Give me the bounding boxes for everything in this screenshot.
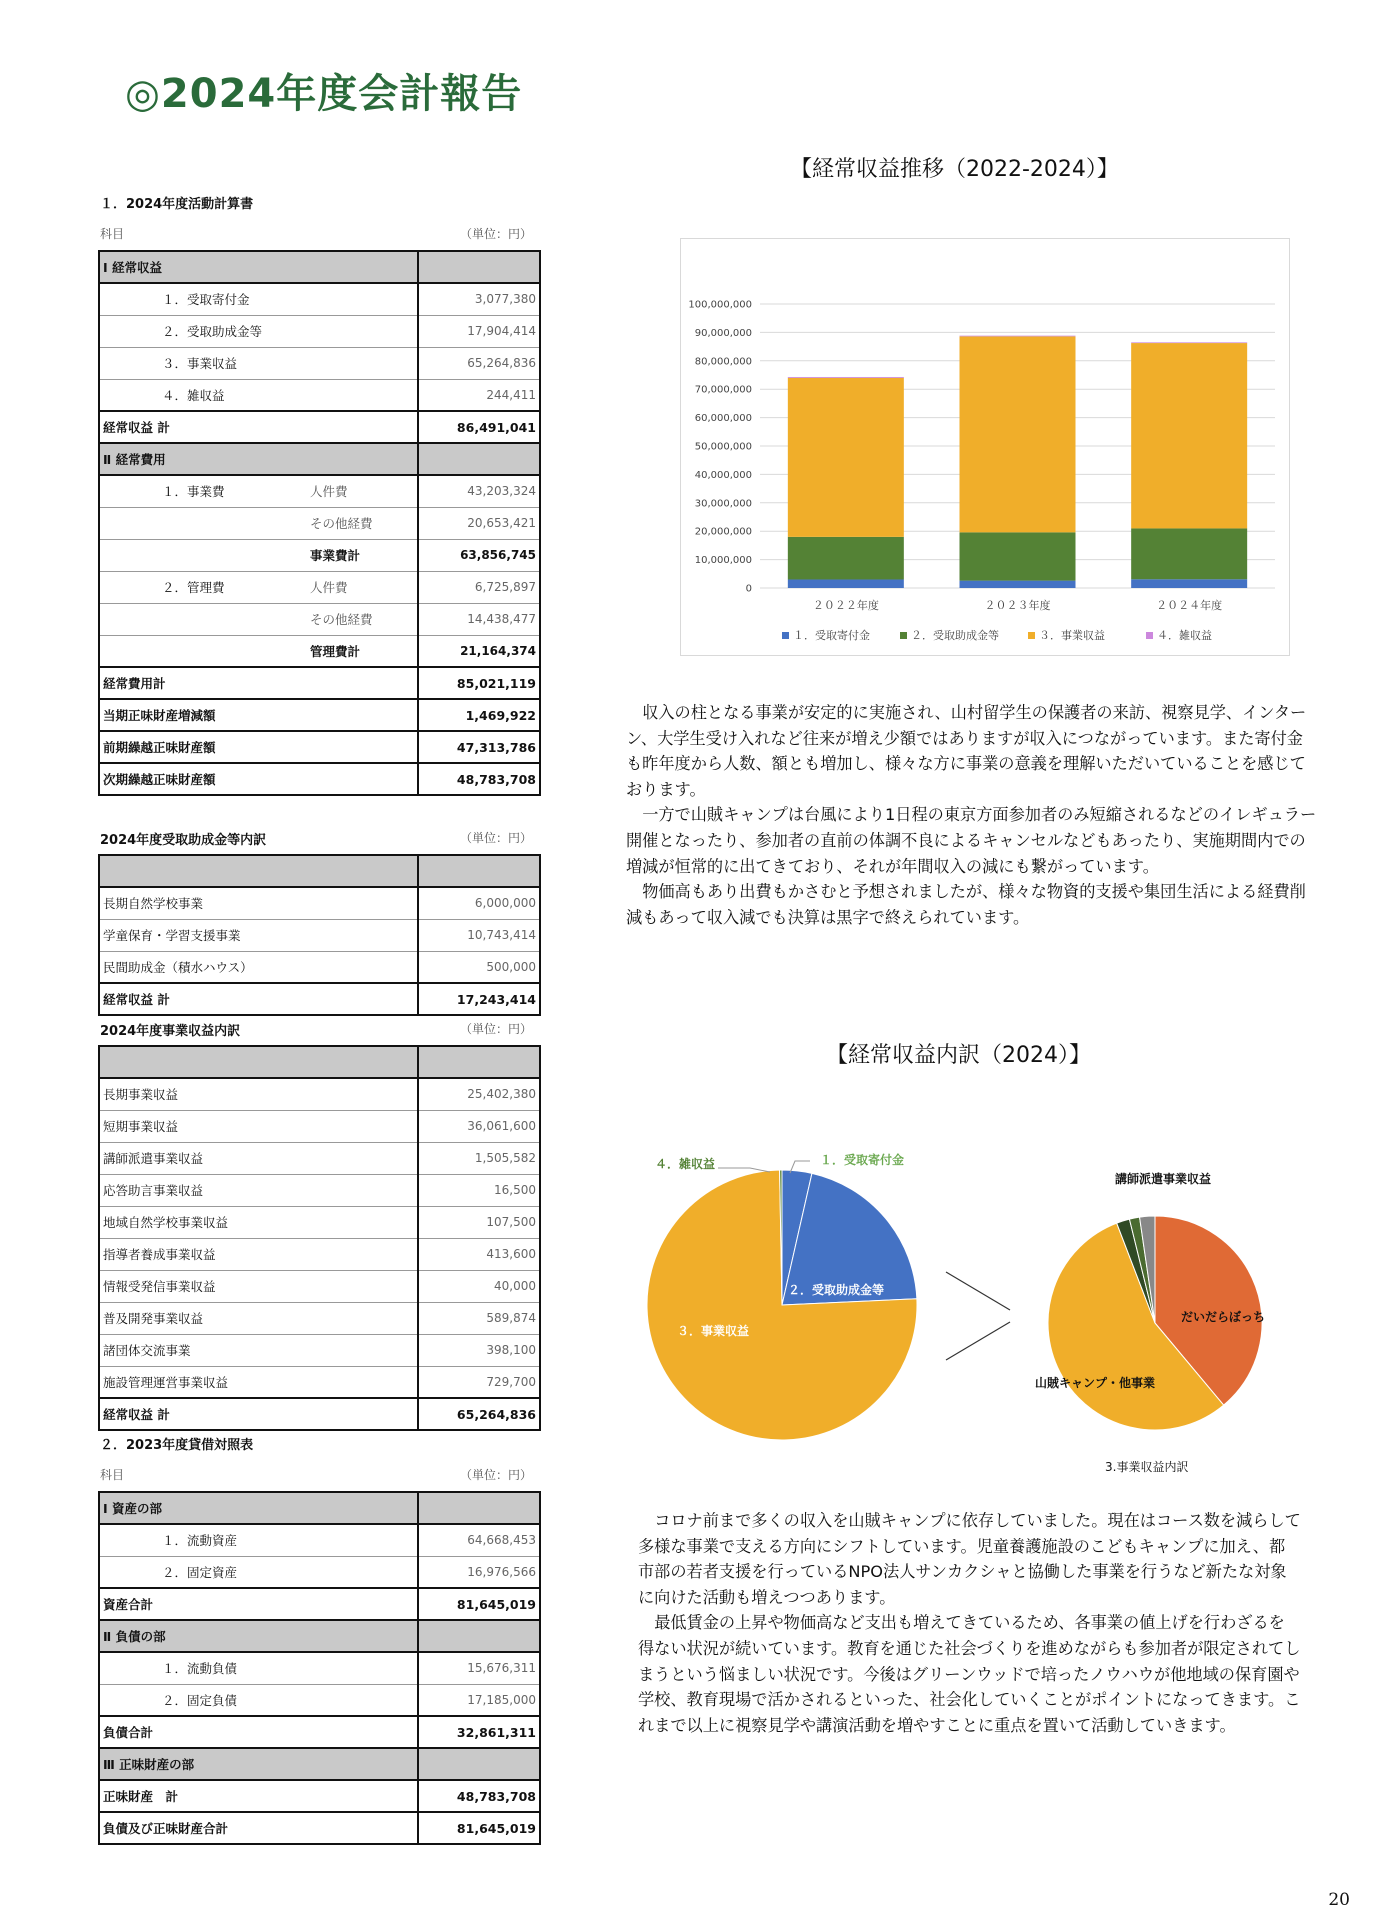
row-label bbox=[99, 855, 418, 887]
legend-swatch bbox=[1146, 632, 1153, 639]
row-value: 589,874 bbox=[418, 1302, 540, 1334]
paragraph: 物価高もあり出費もかさむと予想されましたが、様々な物資的支援や集団生活による経費削減もあって収入減でも決算は黒字で終えられています。 bbox=[626, 882, 1306, 927]
section-header-row bbox=[99, 1620, 540, 1652]
row-label: 長期事業収益 bbox=[99, 1078, 418, 1110]
row-label: 負債及び正味財産合計 bbox=[99, 1812, 418, 1844]
row-label: ３．事業収益 bbox=[99, 347, 418, 379]
cost-kind: 事業費計 bbox=[310, 548, 361, 563]
row-value: 244,411 bbox=[418, 379, 540, 411]
total-row bbox=[99, 731, 540, 763]
row-label: 情報受発信事業収益 bbox=[99, 1270, 418, 1302]
y-tick-label: 30,000,000 bbox=[694, 498, 752, 510]
row-value: 32,861,311 bbox=[418, 1716, 540, 1748]
row-value: 36,061,600 bbox=[418, 1110, 540, 1142]
y-tick-label: 10,000,000 bbox=[694, 555, 752, 567]
row-label: １．流動負債 bbox=[99, 1652, 418, 1684]
row-value: 729,700 bbox=[418, 1366, 540, 1398]
total-row bbox=[99, 1812, 540, 1844]
legend-swatch bbox=[782, 632, 789, 639]
row-value: 17,904,414 bbox=[418, 315, 540, 347]
table-row bbox=[99, 283, 540, 315]
legend-swatch bbox=[1028, 632, 1035, 639]
bar-segment bbox=[788, 378, 904, 537]
table-row bbox=[99, 539, 540, 571]
balance-table bbox=[98, 1491, 541, 1845]
revenue-commentary bbox=[626, 700, 1318, 930]
table-row bbox=[99, 951, 540, 983]
page-title: ◎2024年度会計報告 bbox=[125, 71, 523, 117]
row-label: Ⅱ 負債の部 bbox=[99, 1620, 418, 1652]
bar-segment bbox=[960, 581, 1076, 588]
row-label: 施設管理運営事業収益 bbox=[99, 1366, 418, 1398]
row-value bbox=[418, 1748, 540, 1780]
y-tick-label: 40,000,000 bbox=[694, 469, 752, 481]
table-row bbox=[99, 507, 540, 539]
row-value: 85,021,119 bbox=[418, 667, 540, 699]
row-value: 17,243,414 bbox=[418, 983, 540, 1015]
row-label: 民間助成金（積水ハウス） bbox=[99, 951, 418, 983]
row-label: 諸団体交流事業 bbox=[99, 1334, 418, 1366]
business-unit: （単位：円） bbox=[460, 1022, 533, 1036]
row-value: 48,783,708 bbox=[418, 763, 540, 795]
table-row bbox=[99, 1556, 540, 1588]
total-row bbox=[99, 983, 540, 1015]
table-row bbox=[99, 1684, 540, 1716]
table-row bbox=[99, 1078, 540, 1110]
paragraph: 収入の柱となる事業が安定的に実施され、山村留学生の保護者の来訪、視察見学、インターン、大学生受け入れなど往来が増え少額ではありますが収入につながっています。また寄付金も昨年度から人数、額とも増加し、様々な方に事業の意義を理解いただいていることを感じております。 bbox=[626, 703, 1307, 799]
row-value bbox=[418, 855, 540, 887]
connector-line bbox=[946, 1322, 1010, 1360]
row-label: 負債合計 bbox=[99, 1716, 418, 1748]
row-label: 経常収益 計 bbox=[99, 983, 418, 1015]
row-label: 指導者養成事業収益 bbox=[99, 1238, 418, 1270]
table-row bbox=[99, 887, 540, 919]
row-value: 398,100 bbox=[418, 1334, 540, 1366]
table-row bbox=[99, 571, 540, 603]
table-row bbox=[99, 1110, 540, 1142]
pie-label-daidara: だいだらぼっち bbox=[1181, 1310, 1266, 1324]
table-row bbox=[99, 1524, 540, 1556]
y-tick-label: 0 bbox=[745, 583, 752, 595]
row-value: 65,264,836 bbox=[418, 347, 540, 379]
row-value: 47,313,786 bbox=[418, 731, 540, 763]
total-row bbox=[99, 763, 540, 795]
row-label bbox=[99, 507, 418, 539]
row-value bbox=[418, 251, 540, 283]
row-value: 81,645,019 bbox=[418, 1588, 540, 1620]
row-label: 経常費用計 bbox=[99, 667, 418, 699]
grants-table bbox=[98, 854, 541, 1016]
table-row bbox=[99, 1652, 540, 1684]
pie-label-koushi: 講師派遣事業収益 bbox=[1115, 1172, 1212, 1186]
row-value: 3,077,380 bbox=[418, 283, 540, 315]
x-tick-label: ２０２３年度 bbox=[984, 599, 1051, 612]
table-row bbox=[99, 1238, 540, 1270]
row-label: Ⅲ 正味財産の部 bbox=[99, 1748, 418, 1780]
table-row bbox=[99, 1142, 540, 1174]
y-tick-label: 90,000,000 bbox=[694, 327, 752, 339]
row-value: 21,164,374 bbox=[418, 635, 540, 667]
row-value: 16,976,566 bbox=[418, 1556, 540, 1588]
activity-title: １．2024年度活動計算書 bbox=[100, 197, 254, 212]
business-commentary bbox=[638, 1508, 1301, 1738]
activity-unit: （単位：円） bbox=[460, 227, 533, 241]
bar-segment bbox=[1131, 342, 1247, 343]
cost-kind: 人件費 bbox=[310, 580, 348, 595]
row-label bbox=[99, 475, 418, 507]
row-value bbox=[418, 1492, 540, 1524]
pie-label-misc: ４．雑収益 bbox=[655, 1157, 716, 1171]
row-value bbox=[418, 443, 540, 475]
y-tick-label: 60,000,000 bbox=[694, 413, 752, 425]
row-value: 10,743,414 bbox=[418, 919, 540, 951]
cost-category: ２．管理費 bbox=[162, 580, 225, 595]
legend-swatch bbox=[900, 632, 907, 639]
sub-pie-title: 3.事業収益内訳 bbox=[1105, 1460, 1189, 1474]
row-value: 500,000 bbox=[418, 951, 540, 983]
total-row bbox=[99, 699, 540, 731]
row-label: 普及開発事業収益 bbox=[99, 1302, 418, 1334]
pie-label-sanzoku: 山賊キャンプ・他事業 bbox=[1035, 1376, 1156, 1390]
row-value: 16,500 bbox=[418, 1174, 540, 1206]
total-row bbox=[99, 1398, 540, 1430]
row-value: 63,856,745 bbox=[418, 539, 540, 571]
activity-subject-label: 科目 bbox=[100, 227, 125, 241]
table-row bbox=[99, 1206, 540, 1238]
table-row bbox=[99, 1366, 540, 1398]
connector-line bbox=[946, 1272, 1010, 1310]
row-label: １．受取寄付金 bbox=[99, 283, 418, 315]
cost-kind: 管理費計 bbox=[310, 643, 361, 659]
bar-segment bbox=[960, 336, 1076, 337]
row-label: 応答助言事業収益 bbox=[99, 1174, 418, 1206]
cost-kind: その他経費 bbox=[310, 516, 373, 531]
bar-segment bbox=[960, 336, 1076, 532]
y-tick-label: 50,000,000 bbox=[694, 441, 752, 453]
business-table bbox=[98, 1045, 541, 1431]
y-tick-label: 20,000,000 bbox=[694, 526, 752, 538]
y-tick-label: 100,000,000 bbox=[688, 299, 752, 311]
row-value: 65,264,836 bbox=[418, 1398, 540, 1430]
total-row bbox=[99, 1716, 540, 1748]
row-value: 43,203,324 bbox=[418, 475, 540, 507]
row-value bbox=[418, 1620, 540, 1652]
pie-label-business: ３．事業収益 bbox=[677, 1324, 750, 1338]
row-value: 15,676,311 bbox=[418, 1652, 540, 1684]
total-row bbox=[99, 411, 540, 443]
x-tick-label: ２０２４年度 bbox=[1156, 599, 1223, 612]
cost-kind: 人件費 bbox=[310, 484, 348, 500]
total-row bbox=[99, 667, 540, 699]
row-value: 6,725,897 bbox=[418, 571, 540, 603]
row-value: 64,668,453 bbox=[418, 1524, 540, 1556]
bar-segment bbox=[1131, 343, 1247, 528]
row-label bbox=[99, 1046, 418, 1078]
row-label: 経常収益 計 bbox=[99, 1398, 418, 1430]
table-row bbox=[99, 315, 540, 347]
row-label: ２．受取助成金等 bbox=[99, 315, 418, 347]
revenue-breakdown-pies bbox=[620, 1140, 1310, 1480]
bar-segment bbox=[1131, 528, 1247, 579]
row-value: 14,438,477 bbox=[418, 603, 540, 635]
row-value: 86,491,041 bbox=[418, 411, 540, 443]
bar-segment bbox=[1131, 579, 1247, 588]
cost-kind: その他経費 bbox=[310, 612, 373, 627]
row-label: 地域自然学校事業収益 bbox=[99, 1206, 418, 1238]
row-value: 1,505,582 bbox=[418, 1142, 540, 1174]
row-label: Ⅰ 資産の部 bbox=[99, 1492, 418, 1524]
bar-segment bbox=[788, 579, 904, 588]
paragraph: 最低賃金の上昇や物価高など支出も増えてきているため、各事業の値上げを行わざるを得ない状況が続いています。教育を通じた社会づくりを進めながらも参加者が限定されてしまうという悩ましい状況です。今後はグリーンウッドで培ったノウハウが他地域の保育園や学校、教育現場で活かされるといった、社会化していくことがポイントになってきます。これまで以上に視察見学や講演活動を増やすことに重点を置いて活動していきます。 bbox=[638, 1613, 1301, 1735]
grants-title: 2024年度受取助成金等内訳 bbox=[100, 833, 267, 848]
section-header-row bbox=[99, 1748, 540, 1780]
total-row bbox=[99, 1588, 540, 1620]
bar-segment bbox=[788, 377, 904, 378]
paragraph: コロナ前まで多くの収入を山賊キャンプに依存していました。現在はコース数を減らして多様な事業で支える方向にシフトしています。児童養護施設のこどもキャンプに加え、都市部の若者支援を行っているNPO法人サンカクシャと協働した事業を行うなど新たな対象に向けた活動も増えつつあります。 bbox=[638, 1511, 1301, 1607]
activity-table bbox=[98, 250, 541, 796]
bar-chart-title: 【経常収益推移（2022-2024）】 bbox=[790, 157, 1119, 182]
legend-entry: ３．事業収益 bbox=[1039, 629, 1105, 642]
row-label bbox=[99, 603, 418, 635]
row-label: １．流動資産 bbox=[99, 1524, 418, 1556]
row-value: 81,645,019 bbox=[418, 1812, 540, 1844]
table-row bbox=[99, 635, 540, 667]
row-label bbox=[99, 539, 418, 571]
table-row bbox=[99, 379, 540, 411]
row-label: 正味財産 計 bbox=[99, 1780, 418, 1812]
row-value: 413,600 bbox=[418, 1238, 540, 1270]
legend-entry: ４．雑収益 bbox=[1157, 629, 1212, 642]
table-row bbox=[99, 1302, 540, 1334]
table-row bbox=[99, 1334, 540, 1366]
page-number: 20 bbox=[1328, 1890, 1350, 1910]
table-row bbox=[99, 475, 540, 507]
legend-entry: １．受取寄付金 bbox=[793, 629, 870, 642]
y-tick-label: 70,000,000 bbox=[694, 384, 752, 396]
row-label bbox=[99, 571, 418, 603]
pie-label-donation: １．受取寄付金 bbox=[820, 1153, 905, 1167]
total-row bbox=[99, 1780, 540, 1812]
pie-label-grant: ２．受取助成金等 bbox=[788, 1283, 885, 1297]
table-row bbox=[99, 919, 540, 951]
cost-category: １．事業費 bbox=[162, 484, 225, 500]
row-value: 6,000,000 bbox=[418, 887, 540, 919]
business-title: 2024年度事業収益内訳 bbox=[100, 1024, 241, 1039]
table-row bbox=[99, 603, 540, 635]
section-header-row bbox=[99, 1492, 540, 1524]
table-row bbox=[99, 1270, 540, 1302]
legend-entry: ２．受取助成金等 bbox=[911, 629, 999, 642]
row-label: 長期自然学校事業 bbox=[99, 887, 418, 919]
row-label: 講師派遣事業収益 bbox=[99, 1142, 418, 1174]
bar-segment bbox=[788, 537, 904, 580]
y-tick-label: 80,000,000 bbox=[694, 356, 752, 368]
balance-title: ２．2023年度貸借対照表 bbox=[100, 1438, 254, 1453]
row-value: 40,000 bbox=[418, 1270, 540, 1302]
row-label: 次期繰越正味財産額 bbox=[99, 763, 418, 795]
row-label: 前期繰越正味財産額 bbox=[99, 731, 418, 763]
x-tick-label: ２０２２年度 bbox=[812, 599, 879, 612]
row-label: ２．固定資産 bbox=[99, 1556, 418, 1588]
row-value: 17,185,000 bbox=[418, 1684, 540, 1716]
row-label bbox=[99, 635, 418, 667]
balance-subject-label: 科目 bbox=[100, 1468, 125, 1482]
table-row bbox=[99, 1174, 540, 1206]
row-label: Ⅰ 経常収益 bbox=[99, 251, 418, 283]
revenue-trend-chart bbox=[680, 238, 1290, 656]
section-header-row bbox=[99, 251, 540, 283]
table-row bbox=[99, 347, 540, 379]
row-value: 1,469,922 bbox=[418, 699, 540, 731]
row-label: 資産合計 bbox=[99, 1588, 418, 1620]
grants-unit: （単位：円） bbox=[460, 831, 533, 845]
row-value: 20,653,421 bbox=[418, 507, 540, 539]
balance-unit: （単位：円） bbox=[460, 1468, 533, 1482]
table-row bbox=[99, 855, 540, 887]
paragraph: 一方で山賊キャンプは台風により1日程の東京方面参加者のみ短縮されるなどのイレギュラー開催となったり、参加者の直前の体調不良によるキャンセルなどもあったり、実施期間内での増減が恒常的に出てきており、それが年間収入の減にも繋がっています。 bbox=[626, 805, 1317, 876]
bar-segment bbox=[960, 532, 1076, 580]
row-label: 経常収益 計 bbox=[99, 411, 418, 443]
row-value: 25,402,380 bbox=[418, 1078, 540, 1110]
row-value bbox=[418, 1046, 540, 1078]
row-label: 当期正味財産増減額 bbox=[99, 699, 418, 731]
row-value: 48,783,708 bbox=[418, 1780, 540, 1812]
row-label: 短期事業収益 bbox=[99, 1110, 418, 1142]
row-label: ４．雑収益 bbox=[99, 379, 418, 411]
section-header-row bbox=[99, 443, 540, 475]
pie-chart-title: 【経常収益内訳（2024）】 bbox=[826, 1043, 1091, 1068]
row-label: Ⅱ 経常費用 bbox=[99, 443, 418, 475]
row-label: ２．固定負債 bbox=[99, 1684, 418, 1716]
row-label: 学童保育・学習支援事業 bbox=[99, 919, 418, 951]
row-value: 107,500 bbox=[418, 1206, 540, 1238]
table-row bbox=[99, 1046, 540, 1078]
